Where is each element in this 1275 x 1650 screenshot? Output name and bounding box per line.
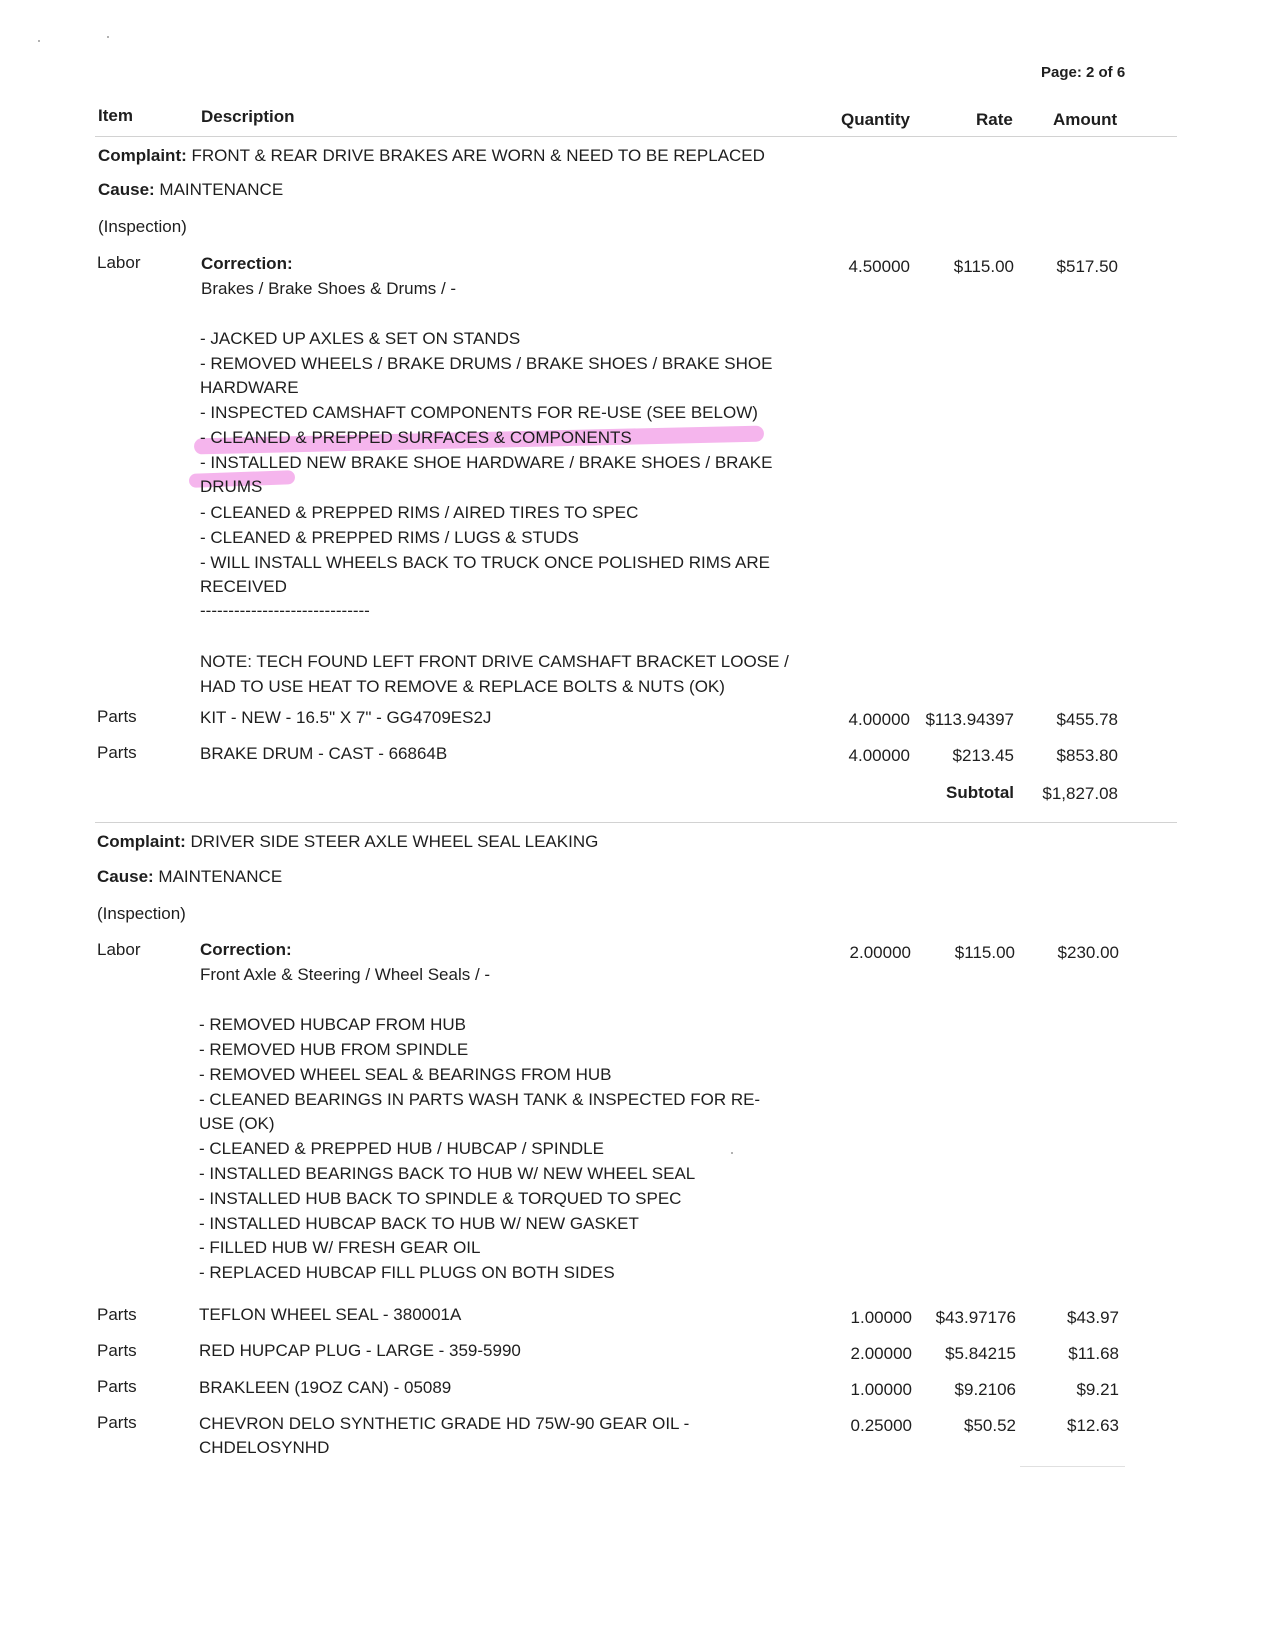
part-quantity: 1.00000 (850, 1308, 912, 1327)
labor-rate: $115.00 (953, 257, 1014, 276)
part-quantity: 4.00000 (848, 746, 910, 765)
part-description: KIT - NEW - 16.5" X 7" - GG4709ES2J (200, 708, 492, 727)
correction-line: USE (OK) (199, 1114, 275, 1133)
part-quantity: 4.00000 (848, 710, 910, 729)
col-header-item: Item (98, 106, 133, 125)
correction-line: - CLEANED & PREPPED HUB / HUBCAP / SPINDLE (199, 1139, 604, 1158)
scan-speck (107, 36, 109, 38)
correction-line: - REMOVED WHEELS / BRAKE DRUMS / BRAKE SHOES / BRAKE SHOE (200, 354, 773, 373)
page-label: Page: 2 of 6 (1041, 64, 1126, 81)
correction-line: - CLEANED & PREPPED RIMS / LUGS & STUDS (200, 528, 579, 547)
part-quantity: 2.00000 (850, 1344, 912, 1363)
col-header-description: Description (201, 107, 295, 126)
subtotal-amount: $1,827.08 (1042, 784, 1118, 803)
part-amount: $853.80 (1056, 746, 1118, 765)
labor-rate: $115.00 (954, 943, 1015, 962)
correction-label: Correction: (201, 254, 293, 273)
part-amount: $11.68 (1068, 1344, 1119, 1363)
correction-line: RECEIVED (200, 577, 287, 596)
part-rate: $5.84215 (945, 1344, 1016, 1363)
part-description: CHEVRON DELO SYNTHETIC GRADE HD 75W-90 GEAR OIL - (199, 1414, 690, 1433)
labor-quantity: 4.50000 (848, 257, 910, 276)
correction-line: - INSTALLED NEW BRAKE SHOE HARDWARE / BRAKE SHOES / BRAKE (200, 453, 773, 472)
part-description: BRAKLEEN (19OZ CAN) - 05089 (199, 1378, 452, 1397)
part-item: Parts (97, 1413, 137, 1432)
correction-category: Front Axle & Steering / Wheel Seals / - (200, 965, 491, 984)
complaint-text: DRIVER SIDE STEER AXLE WHEEL SEAL LEAKING (190, 832, 599, 851)
correction-separator: ------------------------------ (200, 601, 370, 620)
part-description-continued: CHDELOSYNHD (199, 1438, 330, 1457)
inspection-label: (Inspection) (98, 217, 187, 236)
correction-line: - REMOVED HUB FROM SPINDLE (199, 1040, 469, 1059)
labor-amount: $230.00 (1057, 943, 1119, 962)
correction-line: - JACKED UP AXLES & SET ON STANDS (200, 329, 521, 348)
part-amount: $12.63 (1067, 1416, 1119, 1435)
complaint-text: FRONT & REAR DRIVE BRAKES ARE WORN & NEED TO BE REPLACED (191, 146, 765, 165)
footer-rule (1020, 1466, 1125, 1467)
cause-text: MAINTENANCE (158, 867, 283, 886)
inspection-label: (Inspection) (97, 904, 186, 923)
correction-line: - FILLED HUB W/ FRESH GEAR OIL (199, 1238, 481, 1257)
correction-line: - INSTALLED HUBCAP BACK TO HUB W/ NEW GASKET (199, 1214, 639, 1233)
labor-amount: $517.50 (1056, 257, 1118, 276)
complaint-line (97, 832, 598, 852)
part-item: Parts (97, 1341, 137, 1360)
col-header-rate: Rate (976, 110, 1013, 129)
cause-line (98, 180, 283, 200)
part-rate: $50.52 (964, 1416, 1016, 1435)
part-amount: $43.97 (1067, 1308, 1119, 1327)
complaint-label: Complaint: (98, 146, 187, 165)
correction-line: - WILL INSTALL WHEELS BACK TO TRUCK ONCE POLISHED RIMS ARE (200, 553, 770, 572)
cause-label: Cause: (98, 180, 155, 199)
part-quantity: 1.00000 (850, 1380, 912, 1399)
correction-line: HARDWARE (200, 378, 299, 397)
header-rule (95, 136, 1177, 137)
labor-quantity: 2.00000 (849, 943, 911, 962)
correction-line: - CLEANED & PREPPED RIMS / AIRED TIRES TO SPEC (200, 503, 639, 522)
complaint-line (98, 146, 765, 166)
scan-speck (38, 40, 40, 42)
scan-speck (731, 1152, 733, 1154)
part-rate: $113.94397 (925, 710, 1014, 729)
correction-line: - INSTALLED HUB BACK TO SPINDLE & TORQUED TO SPEC (199, 1189, 682, 1208)
labor-item: Labor (97, 253, 141, 272)
part-description: TEFLON WHEEL SEAL - 380001A (199, 1305, 462, 1324)
part-quantity: 0.25000 (850, 1416, 912, 1435)
part-rate: $213.45 (952, 746, 1014, 765)
section-divider (95, 822, 1177, 823)
labor-item: Labor (97, 940, 141, 959)
correction-line: - REMOVED HUBCAP FROM HUB (199, 1015, 466, 1034)
correction-line: - INSPECTED CAMSHAFT COMPONENTS FOR RE-USE (SEE BELOW) (200, 403, 758, 422)
correction-line: DRUMS (200, 477, 263, 496)
col-header-amount: Amount (1053, 110, 1118, 129)
part-rate: $9.2106 (954, 1380, 1016, 1399)
part-rate: $43.97176 (935, 1308, 1016, 1327)
part-amount: $9.21 (1076, 1380, 1119, 1399)
correction-line: - CLEANED & PREPPED SURFACES & COMPONENTS (200, 428, 632, 447)
part-description: RED HUPCAP PLUG - LARGE - 359-5990 (199, 1341, 521, 1360)
note-line: NOTE: TECH FOUND LEFT FRONT DRIVE CAMSHAFT BRACKET LOOSE / (200, 652, 789, 671)
correction-label: Correction: (200, 940, 292, 959)
note-line: HAD TO USE HEAT TO REMOVE & REPLACE BOLTS & NUTS (OK) (200, 677, 725, 696)
part-amount: $455.78 (1056, 710, 1118, 729)
cause-text: MAINTENANCE (159, 180, 284, 199)
part-description: BRAKE DRUM - CAST - 66864B (200, 744, 448, 763)
cause-line (97, 867, 282, 887)
correction-line: - CLEANED BEARINGS IN PARTS WASH TANK & INSPECTED FOR RE- (199, 1090, 761, 1109)
correction-line: - REMOVED WHEEL SEAL & BEARINGS FROM HUB (199, 1065, 612, 1084)
correction-category: Brakes / Brake Shoes & Drums / - (201, 279, 457, 298)
col-header-quantity: Quantity (841, 110, 910, 129)
part-item: Parts (97, 1377, 137, 1396)
subtotal-label: Subtotal (946, 783, 1014, 802)
cause-label: Cause: (97, 867, 154, 886)
correction-line: - INSTALLED BEARINGS BACK TO HUB W/ NEW WHEEL SEAL (199, 1164, 696, 1183)
correction-line: - REPLACED HUBCAP FILL PLUGS ON BOTH SIDES (199, 1263, 615, 1282)
part-item: Parts (97, 707, 137, 726)
part-item: Parts (97, 1305, 137, 1324)
part-item: Parts (97, 743, 137, 762)
complaint-label: Complaint: (97, 832, 186, 851)
